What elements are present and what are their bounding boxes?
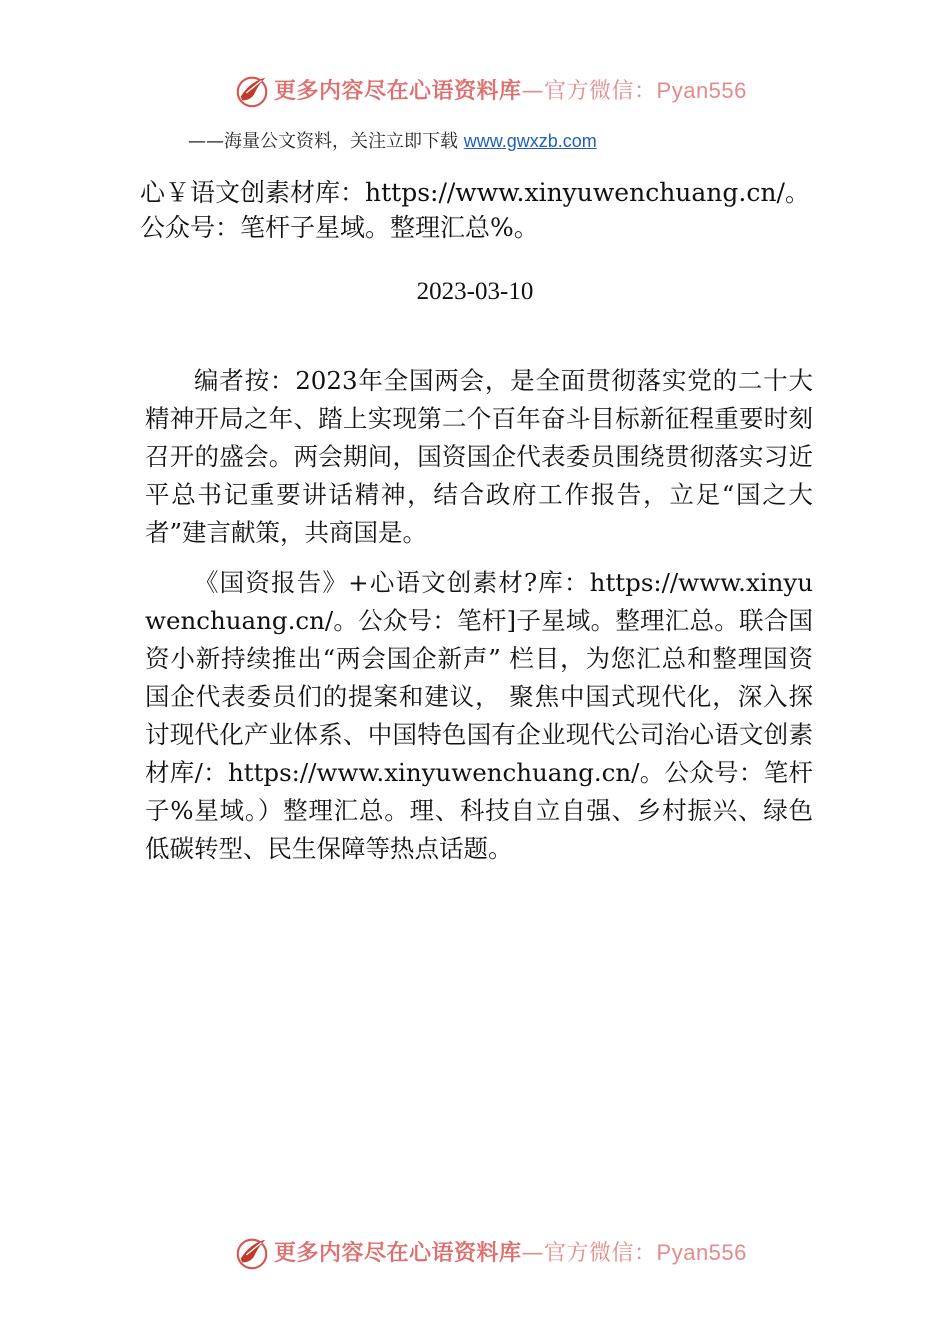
banner-wechat-id: Pyan556 <box>656 78 747 103</box>
footer-banner <box>0 1232 950 1276</box>
banner-title: 更多内容尽在心语资料库 <box>274 79 522 104</box>
paragraph-column-intro: 《国资报告》+心语文创素材?库：https://www.xinyuwenchuang.cn/。公众号：笔杆]子星域。整理汇总。联合国资小新持续推出“两会国企新声” 栏目，为您汇总和整理国资国企代表委员们的提案和建议， 聚焦中国式现代化，深入探讨现代化产业体系、中国特色国有企业现代公司治心语文创素材库/：https://www.xinyuwenchuang.cn/。公众号：笔杆子%星域。）整理汇总。理、科技自立自强、乡村振兴、绿色低碳转型、民生保障等热点话题。 <box>145 568 813 863</box>
paragraph-editor-note: 编者按：2023年全国两会，是全面贯彻落实党的二十大精神开局之年、踏上实现第二个百年奋斗目标新征程重要时刻召开的盛会。两会期间，国资国企代表委员围绕贯彻落实习近平总书记重要讲话精神，结合政府工作报告，立足“国之大者”建言献策，共商国是。 <box>145 366 813 547</box>
footer-banner-wechat-id: Pyan556 <box>656 1240 747 1265</box>
footer-banner-text <box>274 1238 747 1269</box>
download-notice-text: ——海量公文资料，关注立即下载 <box>188 131 464 152</box>
banner-wechat-label: —官方微信： <box>521 79 657 104</box>
header-banner <box>0 70 950 114</box>
footer-banner-title: 更多内容尽在心语资料库 <box>274 1241 522 1266</box>
website-link[interactable]: www.gwxzb.com <box>463 131 597 151</box>
header-banner-text <box>274 76 747 107</box>
footer-banner-wechat-label: —官方微信： <box>521 1241 657 1266</box>
brand-logo-icon <box>233 1234 271 1272</box>
publish-date: 2023-03-10 <box>416 278 534 305</box>
download-notice <box>188 128 597 155</box>
intro-text: 心￥语文创素材库：https://www.xinyuwenchuang.cn/。公众号：笔杆子星域。整理汇总%。 <box>140 178 810 242</box>
brand-logo-icon <box>233 72 271 110</box>
